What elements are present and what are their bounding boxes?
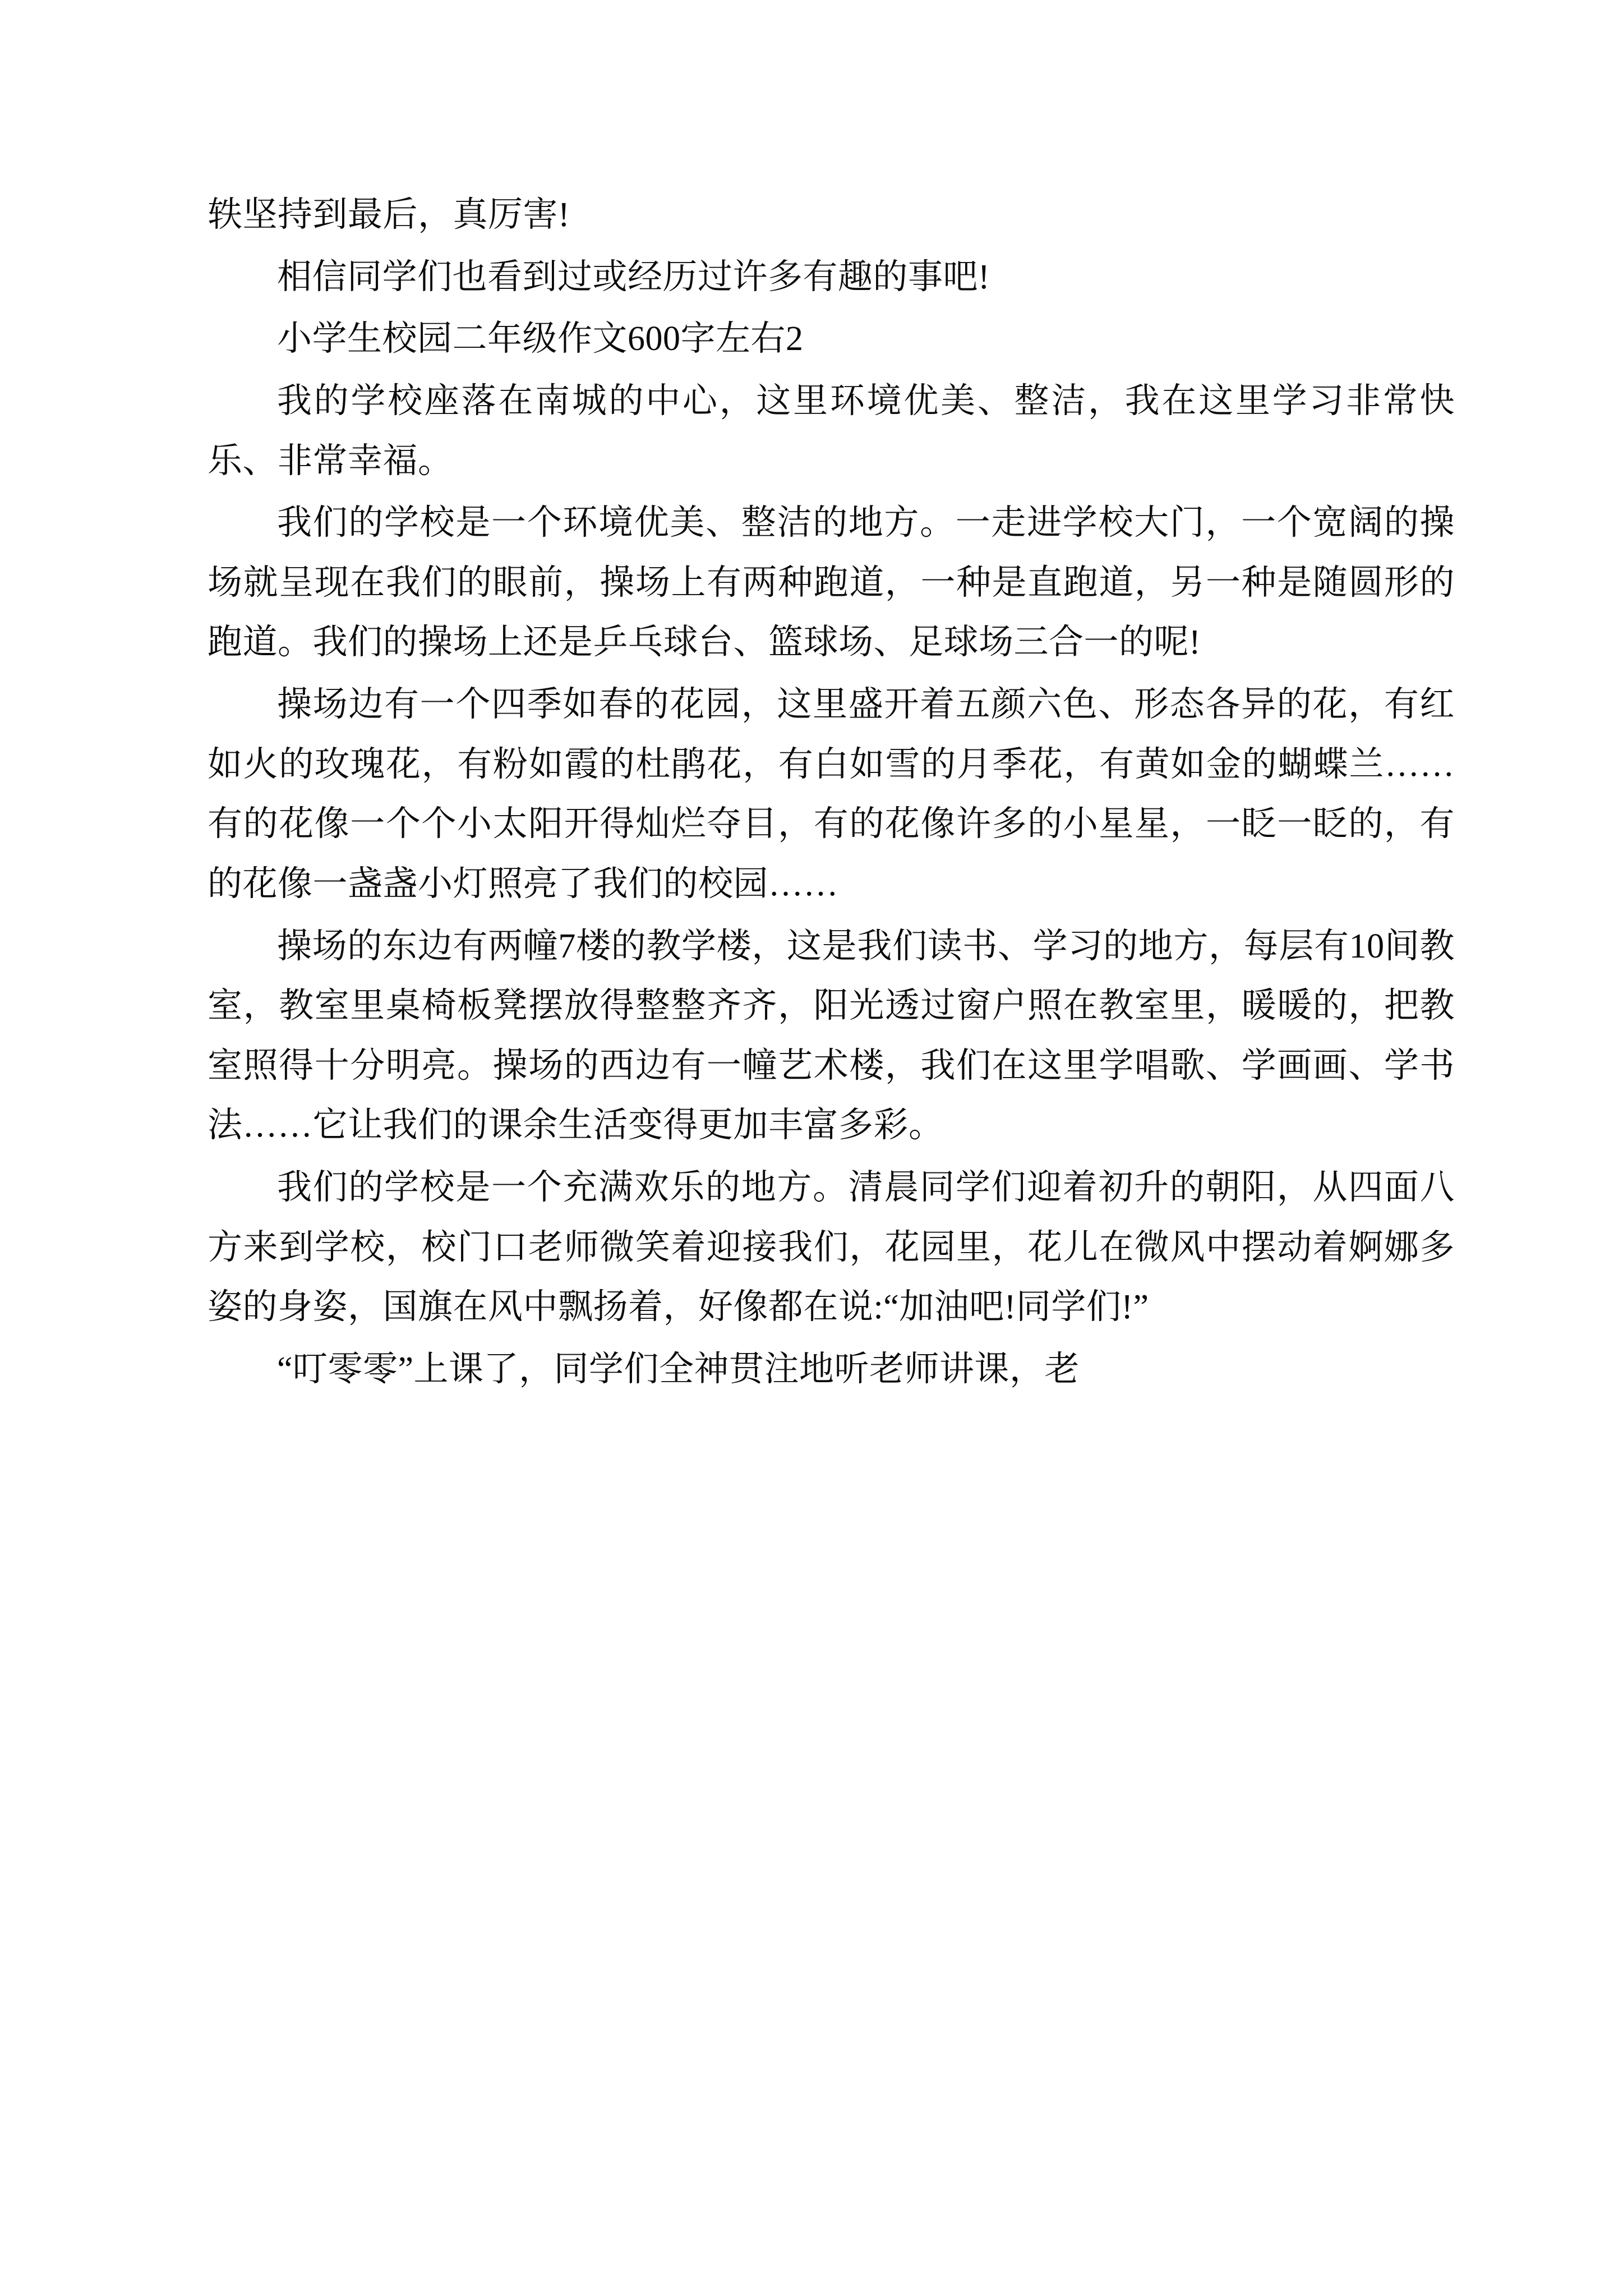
section-heading: 小学生校园二年级作文600字左右2	[277, 320, 804, 358]
paragraph: 操场边有一个四季如春的花园，这里盛开着五颜六色、形态各异的花，有红如火的玫瑰花，有粉如霞的杜鹃花，有白如雪的月季花，有黄如金的蝴蝶兰……有的花像一个个小太阳开得灿烂夺目，有的花像许多的小星星，一眨一眨的，有的花像一盏盏小灯照亮了我们的校园……	[208, 685, 1455, 903]
paragraph: 我们的学校是一个充满欢乐的地方。清晨同学们迎着初升的朝阳，从四面八方来到学校，校门口老师微笑着迎接我们，花园里，花儿在微风中摆动着婀娜多姿的身姿，国旗在风中飘扬着，好像都在说:“加油吧!同学们!”	[208, 1168, 1455, 1327]
paragraph: 相信同学们也看到过或经历过许多有趣的事吧!	[277, 257, 990, 296]
paragraph: 轶坚持到最后，真厉害!	[208, 196, 570, 234]
paragraph: 操场的东边有两幢7楼的教学楼，这是我们读书、学习的地方，每层有10间教室，教室里桌椅板凳摆放得整整齐齐，阳光透过窗户照在教室里，暖暖的，把教室照得十分明亮。操场的西边有一幢艺术楼，我们在这里学唱歌、学画画、学书法……它让我们的课余生活变得更加丰富多彩。	[208, 927, 1455, 1145]
paragraph: 我的学校座落在南城的中心，这里环境优美、整洁，我在这里学习非常快乐、非常幸福。	[208, 381, 1455, 480]
document-body	[208, 185, 1455, 1400]
paragraph: “叮零零”上课了，同学们全神贯注地听老师讲课，老	[277, 1350, 1080, 1388]
paragraph: 我们的学校是一个环境优美、整洁的地方。一走进学校大门，一个宽阔的操场就呈现在我们的眼前，操场上有两种跑道，一种是直跑道，另一种是随圆形的跑道。我们的操场上还是乒乓球台、篮球场、足球场三合一的呢!	[208, 504, 1455, 662]
